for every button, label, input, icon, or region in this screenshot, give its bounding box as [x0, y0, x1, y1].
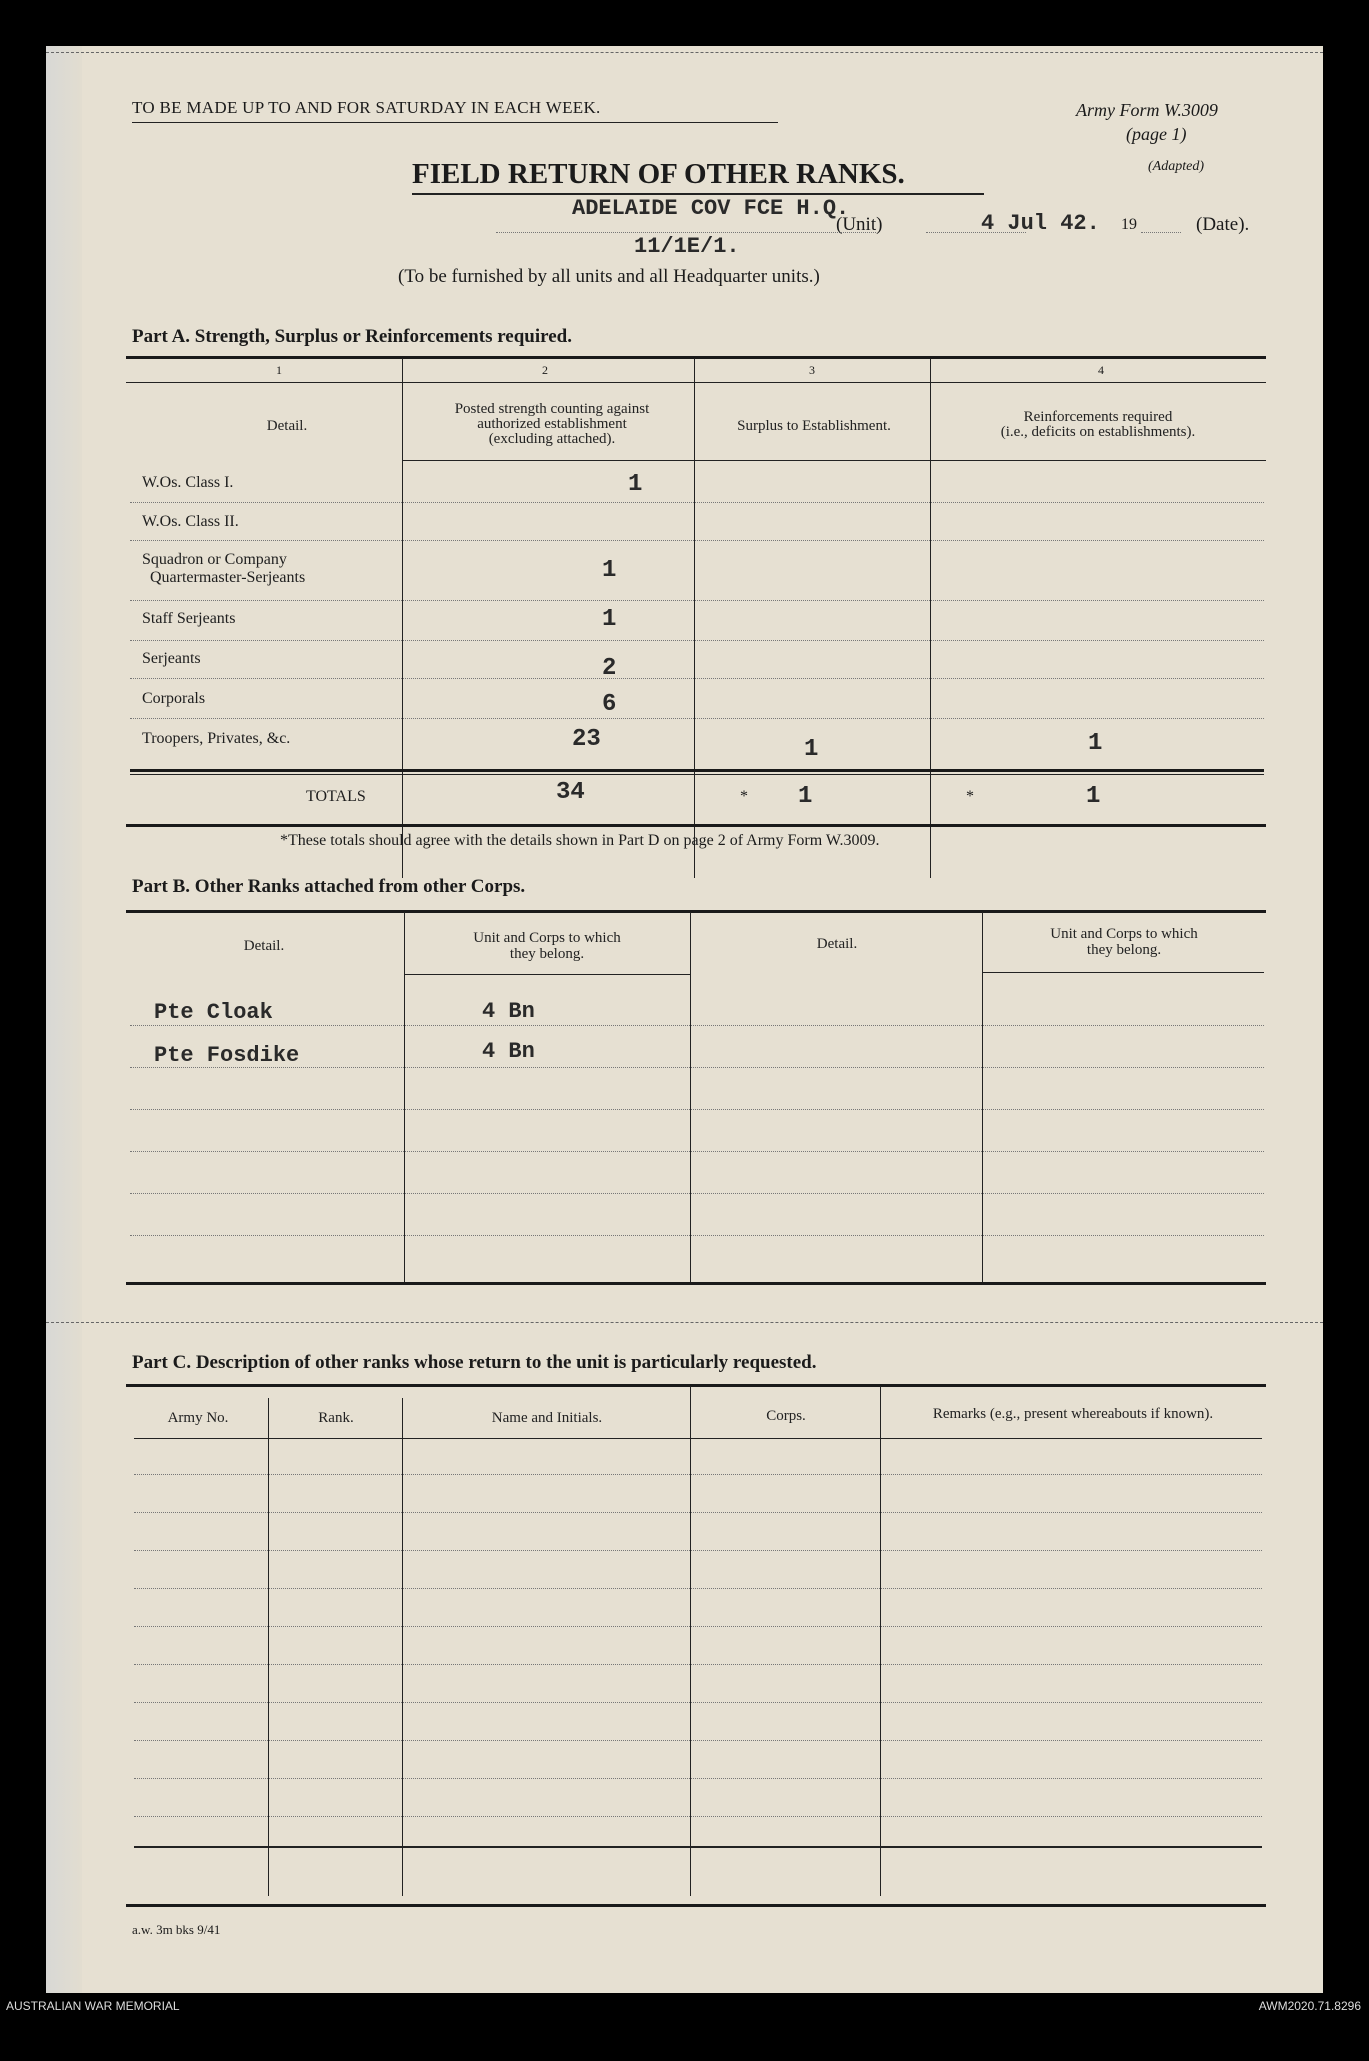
part-c-row-rule — [134, 1778, 1262, 1779]
row-posted-corporals: 6 — [602, 691, 617, 718]
row-detail-staff-serjeants: Staff Serjeants — [142, 610, 236, 627]
totals-top-rule — [130, 769, 1264, 772]
part-b-vline-3 — [982, 912, 983, 1282]
row-posted-serjeants: 2 — [602, 655, 617, 682]
part-c-vline-1 — [268, 1398, 269, 1896]
part-c-header-army-no: Army No. — [167, 1410, 229, 1426]
row-detail-quartermaster: Squadron or Company Quartermaster-Serjeants — [142, 551, 306, 586]
part-b-unit-2: 4 Bn — [482, 1039, 535, 1064]
part-a-vline-1 — [402, 358, 403, 878]
totals-label: TOTALS — [306, 788, 366, 805]
part-c-row-rule — [134, 1474, 1262, 1475]
archive-accession: AWM2020.71.8296 — [1258, 1999, 1361, 2013]
part-b-header-rule-1 — [404, 974, 690, 975]
part-a-col-number-3: 3 — [809, 363, 815, 377]
part-b-unit-1: 4 Bn — [482, 999, 535, 1024]
part-c-row-rule — [134, 1702, 1262, 1703]
part-b-row-rule — [130, 1151, 1264, 1152]
adapted-label: (Adapted) — [1148, 159, 1204, 174]
date-label: (Date). — [1196, 214, 1250, 235]
part-b-header-rule-2 — [982, 972, 1264, 973]
part-c-title: Part C. Description of other ranks whose return to the unit is particularly requested. — [132, 1352, 817, 1373]
row-reinforcements-troopers: 1 — [1088, 730, 1103, 757]
part-b-top-rule — [126, 910, 1266, 913]
part-a-col-number-4: 4 — [1098, 363, 1104, 377]
part-b-header-detail-2: Detail. — [816, 936, 858, 952]
totals-reinforcements-asterisk: * — [966, 788, 974, 805]
part-c-vline-2 — [402, 1398, 403, 1896]
part-a-header-posted: Posted strength counting against authorized establishment (excluding attached). — [454, 401, 650, 447]
part-a-header-detail: Detail. — [266, 418, 308, 434]
part-b-title: Part B. Other Ranks attached from other Corps. — [132, 876, 526, 897]
part-b-header-detail-1: Detail. — [243, 938, 285, 954]
row-rule — [130, 718, 1264, 719]
part-a-top-rule — [126, 356, 1266, 359]
row-surplus-troopers: 1 — [804, 736, 819, 763]
print-code: a.w. 3m bks 9/41 — [132, 1922, 221, 1937]
unit-value: ADELAIDE COV FCE H.Q. — [572, 196, 850, 221]
totals-top-rule-2 — [130, 774, 1264, 775]
row-rule — [130, 640, 1264, 641]
part-c-vline-3 — [690, 1386, 691, 1896]
totals-reinforcements: 1 — [1086, 783, 1101, 810]
instruction-underline — [132, 122, 778, 123]
part-b-vline-1 — [404, 912, 405, 1282]
form-page — [46, 46, 1323, 1993]
instruction-text: TO BE MADE UP TO AND FOR SATURDAY IN EACH WEEK. — [132, 98, 601, 117]
perforation-middle — [46, 1322, 1323, 1323]
part-b-row-rule — [130, 1193, 1264, 1194]
form-title: FIELD RETURN OF OTHER RANKS. — [412, 158, 905, 190]
row-posted-wo-class-1: 1 — [628, 471, 643, 498]
row-rule — [130, 540, 1264, 541]
row-detail-corporals: Corporals — [142, 690, 206, 707]
reference-number: 11/1E/1. — [634, 234, 740, 259]
title-underline — [412, 193, 984, 195]
totals-posted: 34 — [556, 779, 585, 806]
row-detail-serjeants: Serjeants — [142, 650, 201, 667]
part-c-header-rule — [134, 1438, 1262, 1439]
part-b-header-unit-2: Unit and Corps to which they belong. — [1050, 926, 1198, 958]
part-b-detail-2: Pte Fosdike — [154, 1043, 300, 1068]
part-b-vline-2 — [690, 912, 691, 1282]
part-a-header-rule — [402, 460, 1266, 461]
part-b-bottom-rule — [126, 1282, 1266, 1285]
form-name: Army Form W.3009 — [1076, 100, 1218, 120]
part-a-col-number-2: 2 — [542, 363, 548, 377]
row-detail-troopers: Troopers, Privates, &c. — [142, 730, 291, 747]
part-c-row-rule — [134, 1626, 1262, 1627]
part-c-row-rule — [134, 1664, 1262, 1665]
row-detail-wo-class-1: W.Os. Class I. — [142, 474, 234, 491]
row-posted-staff-serjeants: 1 — [602, 606, 617, 633]
part-c-row-rule — [134, 1816, 1262, 1817]
form-page-number: (page 1) — [1126, 124, 1187, 144]
totals-surplus-asterisk: * — [740, 788, 748, 805]
part-c-header-remarks: Remarks (e.g., present whereabouts if known). — [932, 1406, 1214, 1422]
year-dotted-line — [1141, 232, 1181, 233]
part-c-row-rule — [134, 1588, 1262, 1589]
part-c-header-rank: Rank. — [318, 1410, 354, 1426]
part-b-row-rule — [130, 1109, 1264, 1110]
perforation-top — [46, 52, 1323, 53]
archive-institution: AUSTRALIAN WAR MEMORIAL — [6, 1999, 180, 2013]
part-c-header-name: Name and Initials. — [491, 1410, 603, 1426]
part-a-vline-2 — [694, 358, 695, 878]
part-a-number-rule — [126, 382, 1266, 383]
part-a-title: Part A. Strength, Surplus or Reinforcements required. — [132, 326, 572, 347]
furnish-note: (To be furnished by all units and all Headquarter units.) — [398, 266, 820, 287]
part-c-bottom-rule — [126, 1904, 1266, 1907]
part-b-row-rule — [130, 1235, 1264, 1236]
paper-edge-shade — [46, 46, 82, 1993]
row-detail-wo-class-2: W.Os. Class II. — [142, 513, 239, 530]
part-b-header-unit-1: Unit and Corps to which they belong. — [473, 930, 621, 962]
row-rule — [130, 678, 1264, 679]
part-c-top-rule — [126, 1384, 1266, 1387]
part-c-row-rule — [134, 1550, 1262, 1551]
year-prefix: 19 — [1121, 216, 1137, 233]
part-a-header-surplus: Surplus to Establishment. — [737, 418, 891, 434]
totals-surplus: 1 — [798, 783, 813, 810]
part-a-vline-3 — [930, 358, 931, 878]
part-a-col-number-1: 1 — [276, 363, 282, 377]
part-a-bottom-rule — [126, 824, 1266, 827]
part-b-detail-1: Pte Cloak — [154, 1000, 273, 1025]
row-posted-quartermaster: 1 — [602, 557, 617, 584]
row-rule — [130, 600, 1264, 601]
row-posted-troopers: 23 — [572, 726, 601, 753]
part-a-header-reinforcements: Reinforcements required (i.e., deficits on establishments). — [1000, 409, 1196, 440]
date-value: 4 Jul 42. — [981, 211, 1100, 236]
part-c-vline-4 — [880, 1386, 881, 1896]
unit-dotted-line — [496, 232, 876, 233]
part-c-row-rule — [134, 1740, 1262, 1741]
archive-footer — [0, 1993, 1369, 2061]
unit-label: (Unit) — [836, 214, 883, 235]
part-c-bottom-rule-inner — [134, 1846, 1262, 1848]
row-rule — [130, 502, 1264, 503]
part-c-row-rule — [134, 1512, 1262, 1513]
part-b-row-rule — [130, 1025, 1264, 1026]
part-c-header-corps: Corps. — [766, 1408, 806, 1424]
part-b-row-rule — [130, 1067, 1264, 1068]
part-a-footnote: *These totals should agree with the details shown in Part D on page 2 of Army Form W.3009. — [280, 832, 880, 849]
